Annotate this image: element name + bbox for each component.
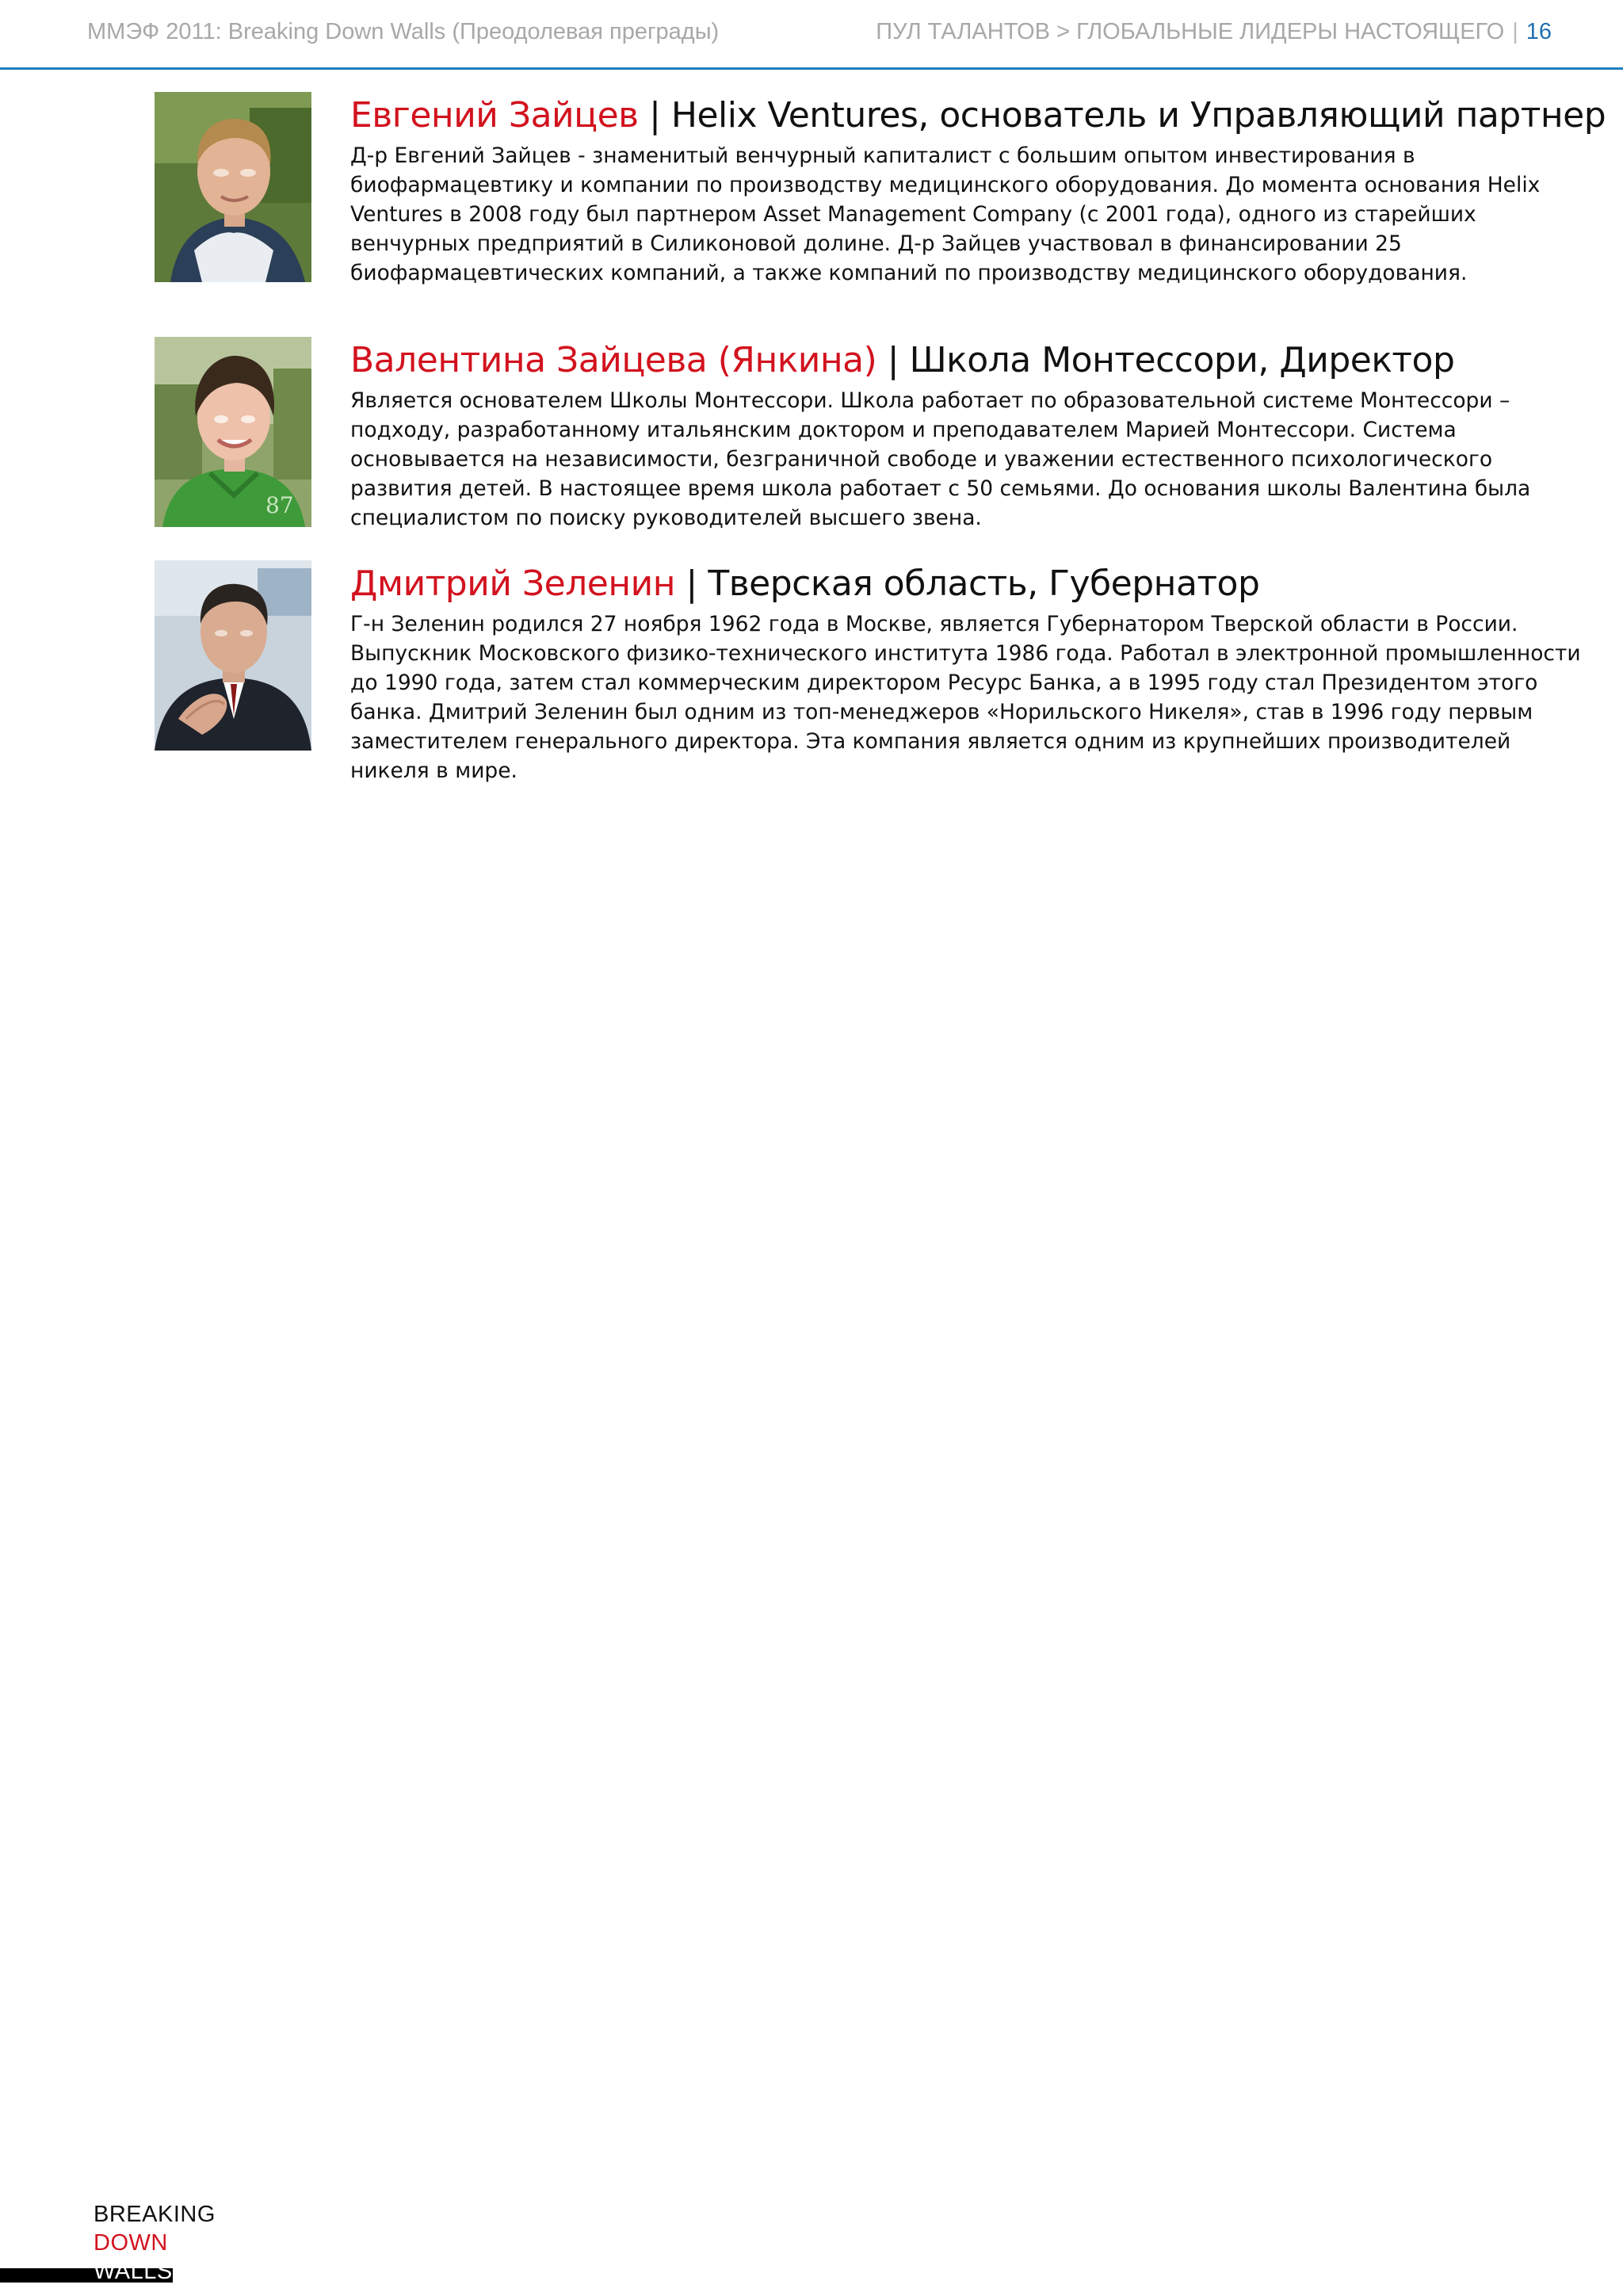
portrait-icon bbox=[155, 92, 311, 282]
person-role: | Тверская область, Губернатор bbox=[675, 563, 1260, 604]
person-name: Валентина Зайцева (Янкина) bbox=[350, 340, 877, 380]
person-bio: Г-н Зеленин родился 27 ноября 1962 года в Москве, является Губернатором Тверской области в России. Выпускник Московского физико-технического института 1986 года. Работал в электронной промышленности до 1990 года, затем стал коммерческим директором Ресурс Банка, а в 1995 году стал Президентом этого банка. Дмитрий Зеленин был одним из топ-менеджеров «Норильского Никеля», став в 1996 году первым заместителем генерального директора. Эта компания является одним из крупнейших производителей никеля в мире. bbox=[350, 612, 1581, 783]
person-photo bbox=[155, 337, 311, 527]
person-name: Евгений Зайцев bbox=[350, 95, 639, 136]
profile-text bbox=[350, 92, 1606, 288]
section-breadcrumb bbox=[876, 19, 1552, 45]
section-title: ПУЛ ТАЛАНТОВ > ГЛОБАЛЬНЫЕ ЛИДЕРЫ НАСТОЯЩЕГО bbox=[876, 19, 1505, 44]
document-title: ММЭФ 2011: Breaking Down Walls (Преодолевая преграды) bbox=[87, 19, 720, 44]
logo-line-down: DOWN bbox=[94, 2230, 168, 2256]
profile-heading bbox=[350, 337, 1587, 384]
person-role: | Школа Монтессори, Директор bbox=[876, 340, 1455, 380]
person-photo bbox=[155, 560, 311, 751]
page-number: 16 bbox=[1526, 19, 1552, 44]
logo-line-breaking: BREAKING bbox=[94, 2202, 216, 2227]
page-header bbox=[0, 0, 1623, 70]
profile-text bbox=[350, 560, 1587, 785]
profile-heading bbox=[350, 92, 1606, 139]
breaking-down-walls-logo bbox=[94, 2200, 216, 2286]
person-name: Дмитрий Зеленин bbox=[350, 563, 676, 604]
profile-heading bbox=[350, 560, 1587, 608]
profile-text bbox=[350, 337, 1587, 533]
person-bio: Является основателем Школы Монтессори. Школа работает по образовательной системе Монтессори – подходу, разработанному итальянским доктором и преподавателем Марией Монтессори. Система основывается на независимости, безграничной свободе и уважении естественного психологического развития детей. В настоящее время школа работает с 50 семьями. До основания школы Валентина была специалистом по поиску руководителей высшего звена. bbox=[350, 388, 1531, 530]
portrait-icon bbox=[155, 560, 311, 751]
person-photo bbox=[155, 92, 311, 282]
person-role: | Helix Ventures, основатель и Управляющий партнер bbox=[638, 95, 1606, 136]
header-separator: | bbox=[1512, 19, 1518, 44]
portrait-icon bbox=[155, 337, 311, 527]
person-bio: Д-р Евгений Зайцев - знаменитый венчурный капиталист с большим опытом инвестирования в биофармацевтику и компании по производству медицинского оборудования. До момента основания Helix Ventures в 2008 году был партнером Asset Management Company (с 2001 года), одного из старейших венчурных предприятий в Силиконовой долине. Д-р Зайцев участвовал в финансировании 25 биофармацевтических компаний, а также компаний по производству медицинского оборудования. bbox=[350, 143, 1541, 285]
svg-text:87: 87 bbox=[265, 492, 294, 518]
logo-line-walls: WALLS bbox=[94, 2259, 173, 2284]
